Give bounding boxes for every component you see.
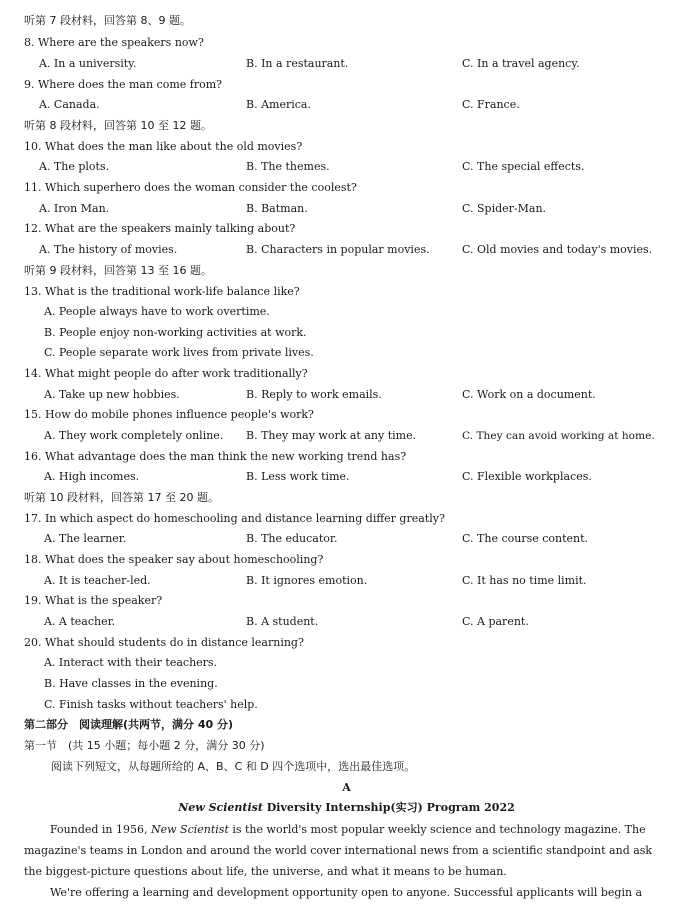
- q17-option-b: B. The educator.: [246, 532, 338, 545]
- question-18: 18. What does the speaker say about homeschooling?: [24, 553, 324, 566]
- q16-option-a: A. High incomes.: [44, 470, 140, 483]
- q9-option-b: B. America.: [246, 98, 311, 111]
- q19-option-b: B. A student.: [246, 615, 319, 628]
- q18-option-c: C. It has no time limit.: [462, 574, 587, 587]
- q13-option-a: A. People always have to work overtime.: [44, 305, 270, 318]
- q14-option-b: B. Reply to work emails.: [246, 388, 382, 401]
- question-14: 14. What might people do after work traditionally?: [24, 367, 308, 380]
- question-11: 11. Which superhero does the woman consider the coolest?: [24, 181, 357, 194]
- q12-option-a: A. The history of movies.: [39, 243, 178, 256]
- question-19: 19. What is the speaker?: [24, 594, 163, 607]
- q19-option-c: C. A parent.: [462, 615, 529, 628]
- section-10-heading: 听第 10 段材料，回答第 17 至 20 题。: [24, 491, 219, 504]
- paragraph-1-line-1: [24, 819, 664, 840]
- q8-option-c: C. In a travel agency.: [462, 57, 580, 70]
- question-12: 12. What are the speakers mainly talking about?: [24, 222, 296, 235]
- q15-option-a: A. They work completely online.: [44, 429, 224, 442]
- q13-option-c: C. People separate work lives from private lives.: [44, 346, 314, 359]
- q13-option-b: B. People enjoy non-working activities at work.: [44, 326, 307, 339]
- q11-option-c: C. Spider-Man.: [462, 202, 547, 215]
- paragraph-1-line-3: the biggest-picture questions about life, the universe, and what it means to be human.: [24, 865, 507, 878]
- q17-option-a: A. The learner.: [44, 532, 127, 545]
- q17-option-c: C. The course content.: [462, 532, 589, 545]
- passage-title: [0, 801, 693, 815]
- section-1-heading: 第一节 (共 15 小题；每小题 2 分，满分 30 分): [24, 739, 265, 752]
- title-rest: Diversity Internship(实习) Program 2022: [262, 801, 515, 814]
- reading-instruction: 阅读下列短文，从每题所给的 A、B、C 和 D 四个选项中，选出最佳选项。: [51, 760, 416, 773]
- q16-option-b: B. Less work time.: [246, 470, 350, 483]
- question-20: 20. What should students do in distance learning?: [24, 636, 304, 649]
- q20-option-b: B. Have classes in the evening.: [44, 677, 218, 690]
- passage-body: [24, 819, 664, 903]
- section-8-heading: 听第 8 段材料，回答第 10 至 12 题。: [24, 119, 212, 132]
- paragraph-1-line-2: magazine's teams in London and around the world cover international news from a scientific standpoint and ask: [24, 844, 653, 857]
- q10-option-c: C. The special effects.: [462, 160, 585, 173]
- q18-option-b: B. It ignores emotion.: [246, 574, 368, 587]
- p1-magazine-name: New Scientist: [151, 823, 229, 836]
- q18-option-a: A. It is teacher-led.: [44, 574, 151, 587]
- part-2-heading: 第二部分 阅读理解(共两节，满分 40 分): [24, 718, 234, 731]
- q10-option-b: B. The themes.: [246, 160, 330, 173]
- passage-letter: A: [342, 781, 351, 794]
- question-13: 13. What is the traditional work-life balance like?: [24, 285, 300, 298]
- q12-option-b: B. Characters in popular movies.: [246, 243, 430, 256]
- q8-option-b: B. In a restaurant.: [246, 57, 349, 70]
- question-17: 17. In which aspect do homeschooling and distance learning differ greatly?: [24, 512, 445, 525]
- q20-option-c: C. Finish tasks without teachers' help.: [44, 698, 258, 711]
- p1-text-a: Founded in 1956,: [50, 823, 151, 836]
- question-16: 16. What advantage does the man think the new working trend has?: [24, 450, 407, 463]
- q12-option-c: C. Old movies and today's movies.: [462, 243, 653, 256]
- section-9-heading: 听第 9 段材料，回答第 13 至 16 题。: [24, 264, 212, 277]
- title-magazine-name: New Scientist: [178, 801, 263, 814]
- q15-option-c: C. They can avoid working at home.: [462, 430, 655, 442]
- q9-option-a: A. Canada.: [39, 98, 100, 111]
- q14-option-c: C. Work on a document.: [462, 388, 596, 401]
- q11-option-a: A. Iron Man.: [39, 202, 110, 215]
- q11-option-b: B. Batman.: [246, 202, 308, 215]
- p1-text-b: is the world's most popular weekly science and technology magazine. The: [228, 823, 646, 836]
- q8-option-a: A. In a university.: [39, 57, 137, 70]
- q16-option-c: C. Flexible workplaces.: [462, 470, 592, 483]
- question-8: 8. Where are the speakers now?: [24, 36, 204, 49]
- q19-option-a: A. A teacher.: [44, 615, 116, 628]
- question-10: 10. What does the man like about the old movies?: [24, 140, 303, 153]
- question-9: 9. Where does the man come from?: [24, 78, 223, 91]
- q14-option-a: A. Take up new hobbies.: [44, 388, 180, 401]
- paragraph-2-line-1: We're offering a learning and development opportunity open to anyone. Successful applicants will begin a: [50, 886, 643, 899]
- question-15: 15. How do mobile phones influence people's work?: [24, 408, 314, 421]
- q10-option-a: A. The plots.: [39, 160, 110, 173]
- q9-option-c: C. France.: [462, 98, 520, 111]
- q20-option-a: A. Interact with their teachers.: [44, 656, 218, 669]
- q15-option-b: B. They may work at any time.: [246, 429, 417, 442]
- section-7-heading: 听第 7 段材料，回答第 8、9 题。: [24, 14, 191, 27]
